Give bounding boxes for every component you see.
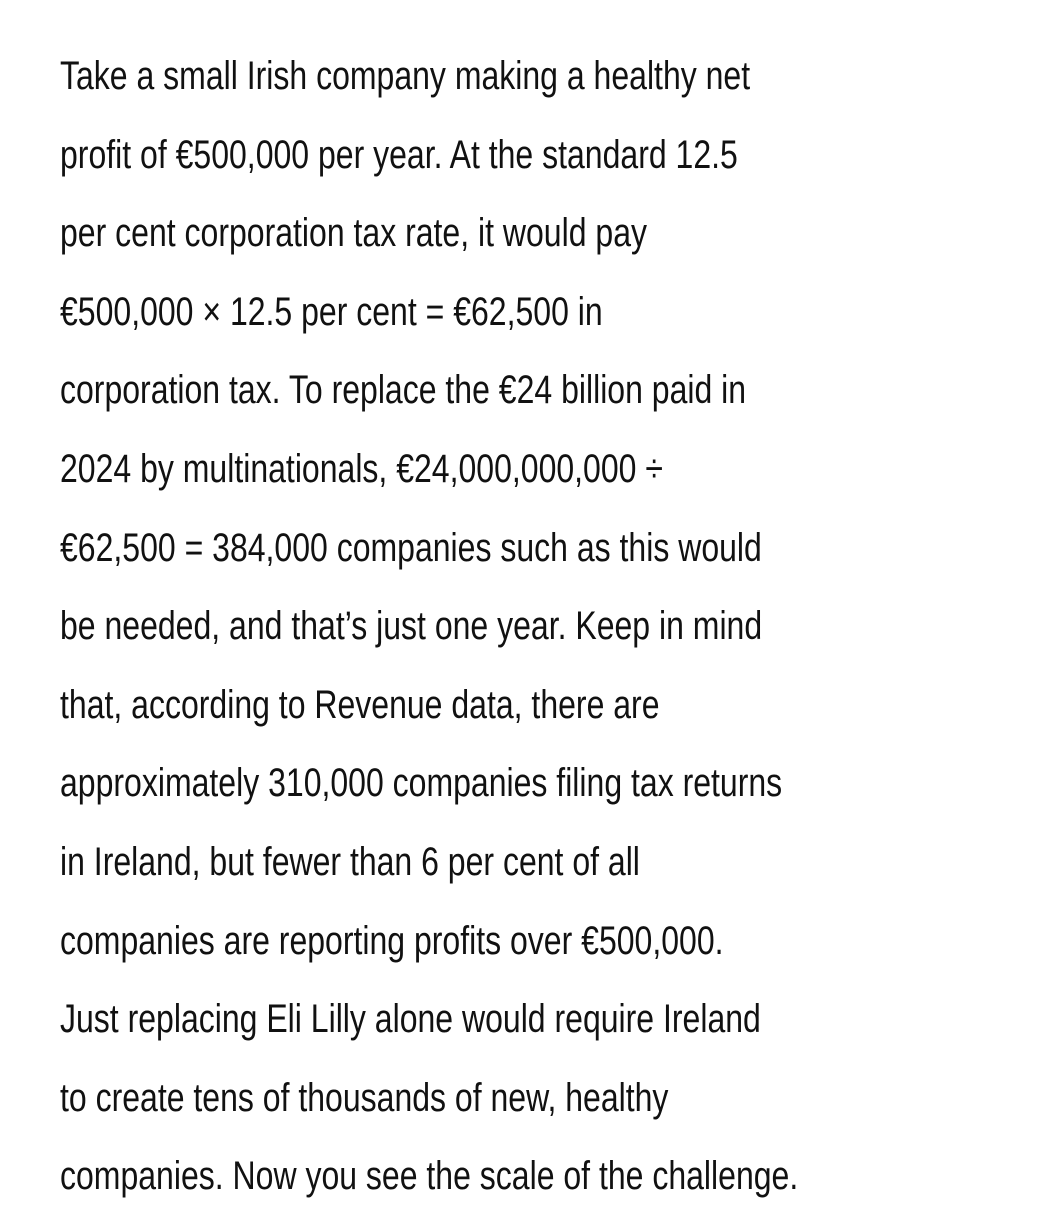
paragraph-line: profit of €500,000 per year. At the standard 12.5 [60,132,738,177]
paragraph-line: companies. Now you see the scale of the challenge. [60,1154,799,1199]
paragraph-line: be needed, and that’s just one year. Keep in mind [60,604,763,649]
article-paragraph [60,37,1050,1216]
paragraph-line: Just replacing Eli Lilly alone would require Ireland [60,997,761,1042]
paragraph-line: that, according to Revenue data, there are [60,682,660,727]
paragraph-line: to create tens of thousands of new, healthy [60,1075,669,1120]
paragraph-line: Take a small Irish company making a healthy net [60,54,751,98]
paragraph-line: corporation tax. To replace the €24 billion paid in [60,368,747,413]
paragraph-line: €62,500 = 384,000 companies such as this would [60,525,762,570]
paragraph-line: €500,000 × 12.5 per cent = €62,500 in [60,289,603,334]
paragraph-line: companies are reporting profits over €500,000. [60,918,724,963]
paragraph-line: per cent corporation tax rate, it would pay [60,211,647,256]
paragraph-line: in Ireland, but fewer than 6 per cent of all [60,839,640,884]
paragraph-line: 2024 by multinationals, €24,000,000,000 ÷ [60,446,663,491]
paragraph-line: approximately 310,000 companies filing tax returns [60,761,783,806]
